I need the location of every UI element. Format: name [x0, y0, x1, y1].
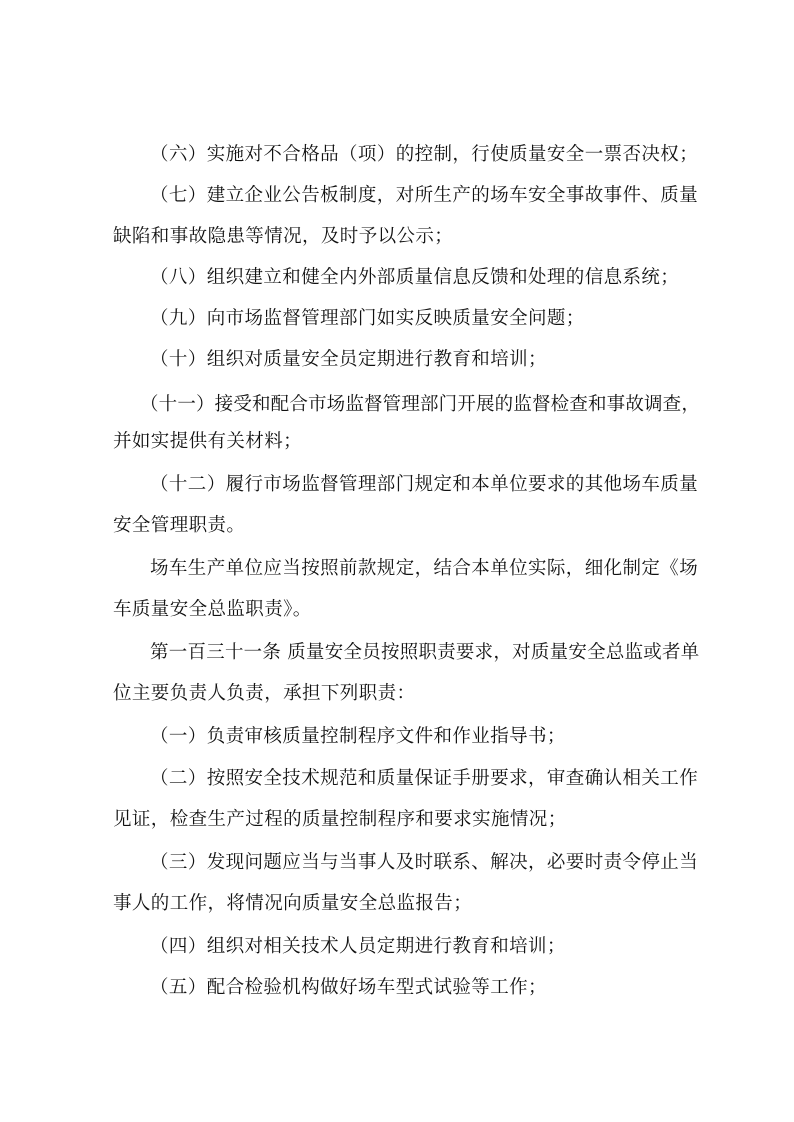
text-line: 位主要负责人负责，承担下列职责： — [113, 683, 416, 704]
text-line: 缺陷和事故隐患等情况，及时予以公示； — [113, 226, 454, 247]
text-line: 第一百三十一条 质量安全员按照职责要求，对质量安全总监或者单 — [150, 642, 700, 663]
text-line: （七）建立企业公告板制度，对所生产的场车安全事故事件、质量 — [150, 185, 699, 206]
text-line: （十）组织对质量安全员定期进行教育和培训； — [150, 349, 547, 370]
text-line: 见证，检查生产过程的质量控制程序和要求实施情况； — [113, 809, 567, 830]
text-line: 事人的工作，将情况向质量安全总监报告； — [113, 893, 473, 914]
text-line: （十二）履行市场监督管理部门规定和本单位要求的其他场车质量 — [150, 474, 699, 495]
text-line: （六）实施对不合格品（项）的控制，行使质量安全一票否决权； — [150, 144, 699, 165]
text-line: （十一）接受和配合市场监督管理部门开展的监督检查和事故调查， — [140, 394, 701, 415]
text-line: 安全管理职责。 — [113, 515, 246, 536]
text-line: （八）组织建立和健全内外部质量信息反馈和处理的信息系统； — [150, 267, 680, 288]
text-line: （五）配合检验机构做好场车型式试验等工作； — [150, 977, 547, 998]
text-line: （二）按照安全技术规范和质量保证手册要求，审查确认相关工作 — [150, 768, 699, 789]
text-line: （四）组织对相关技术人员定期进行教育和培训； — [150, 936, 566, 957]
text-line: （三）发现问题应当与当事人及时联系、解决，必要时责令停止当 — [150, 852, 699, 873]
text-line: 并如实提供有关材料； — [113, 431, 303, 452]
text-line: （一）负责审核质量控制程序文件和作业指导书； — [150, 726, 566, 747]
text-line: 场车生产单位应当按照前款规定，结合本单位实际，细化制定《场 — [150, 558, 699, 579]
text-line: 车质量安全总监职责》。 — [113, 599, 312, 620]
text-line: （九）向市场监督管理部门如实反映质量安全问题； — [150, 308, 585, 329]
